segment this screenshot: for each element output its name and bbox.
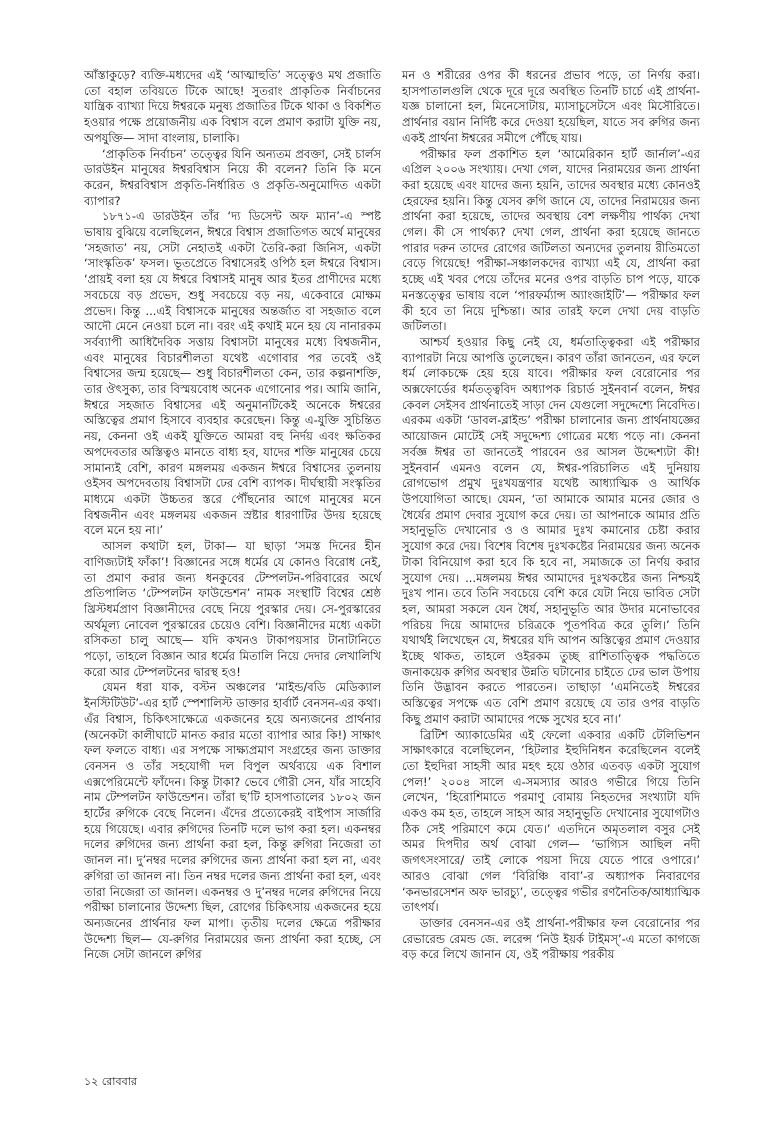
- paragraph: ব্রিটিশ অ্যাকাডেমির এই ফেলো একবার একটি টেলিভিশন সাক্ষাৎকারে বলেছিলেন, ‘হিটলার ইহুদিনিধন করেছিলেন বলেই তো ইহুদিরা সাহসী আর মহৎ হয়ে ওঠার এতবড় একটা সুযোগ পেল!’ ২০০৪ সালে এ-সমস্যার আরও গভীরে গিয়ে তিনি লেখেন, ‘হিরোশিমাতে পরমাণু বোমায় নিহতদের সংখ্যাটা যদি একও কম হত, তাহলে সাহস আর সহানুভূতি দেখানোর সুযোগটাও ঠিক সেই পরিমাণে কমে যেত।’ এতদিনে অমৃতলাল বসুর সেই অমর দিপদীর অর্থ বোঝা গেল— ‘ভাগ্যিস আছিল নদী জগৎসংসারে/ তাই লোকে পয়সা দিয়ে যেতে পারে ওপারে।’ আরও বোঝা গেল ‘বিরিঞ্চি বাবা’-র অধ্যাপক নিবারণের ‘কনভারসেশন অফ ভারচ্যু’, তত্ত্বের গভীর রণনৈতিক/আধ্যাত্মিক তাৎপর্য।: [402, 727, 700, 915]
- paragraph: মন ও শরীরের ওপর কী ধরনের প্রভাব পড়ে, তা নির্ণয় করা। হাসপাতালগুলি থেকে দূরে দূরে অবস্থিত তিনটি চার্চে এই প্রার্থনা-যজ্ঞ চালানো হল, মিনেসোটায়, ম্যাসাচুসেটসে এবং মিসৌরিতে। প্রার্থনার বয়ান নির্দিষ্ট করে দেওয়া হয়েছিল, যাতে সব রুগির জন্য একই প্রার্থনা ঈশ্বরের সমীপে পৌঁছে যায়।: [402, 68, 700, 145]
- paragraph: ডাক্তার বেনসন-এর ওই প্রার্থনা-পরীক্ষার ফল বেরোনোর পর রেভারেন্ড রেমন্ড জে. লরেন্স ‘নিউ ইয়র্ক টাইমস্’-এ মতো কাগজে বড় করে লিখে জানান যে, ওই পরীক্ষায় পরকীয়: [402, 915, 700, 962]
- paragraph: আঁস্তাকুড়ে? ব্যক্তি-মধ্যদের এই ‘আত্মাহুতি’ সত্ত্বেও মথ প্রজাতি তো বহাল তবিয়তে টিকে আছে! সুতরাং প্রাকৃতিক নির্বাচনের যান্ত্রিক ব্যাখ্যা দিয়ে ঈশ্বরকে মনুষ্য প্রজাতির টিকে থাকা ও বিকশিত হওয়ার পক্ষে প্রয়োজনীয় এক বিশ্বাস বলে প্রমাণ করাটা যুক্তি নয়, অপযুক্তি— সাদা বাংলায়, চালাকি।: [84, 68, 381, 145]
- paragraph: ১৮৭১-এ ডারউইন তাঁর ‘দ্য ডিসেন্ট অফ ম্যান’-এ স্পষ্ট ভাষায় বুঝিয়ে বলেছিলেন, ঈশ্বরে বিশ্বাস প্রজাতিগত অর্থে মানুষের ‘সহজাত’ নয়, সেটা নেহাতই একটা তৈরি-করা জিনিস, একটা ‘সাংস্কৃতিক’ ফসল। ভূতপ্রেতে বিশ্বাসেরই ওপিঠ হল ঈশ্বরে বিশ্বাস। ‘প্রায়ই বলা হয় যে ঈশ্বরে বিশ্বাসই মানুষ আর ইতর প্রাণীদের মধ্যে সবচেয়ে বড় প্রভেদ, শুধু সবচেয়ে বড় নয়, একেবারে মোক্ষম প্রভেদ। কিন্তু ...এই বিশ্বাসকে মানুষের অন্তর্জাত বা সহজাত বলে আদৌ মেনে নেওয়া চলে না। বরং এই কথাই মনে হয় যে নানারকম সর্বব্যাপী আধিদৈবিক সত্তায় বিশ্বাসটা মানুষের মধ্যে বিশ্বজনীন, এবং মানুষের বিচারশীলতা যথেষ্ট এগোবার পর তবেই ওই বিশ্বাসের জন্ম হয়েছে— শুধু বিচারশীলতা কেন, তার কল্পনাশক্তি, তার ঔৎসুক্য, তার বিস্ময়বোধ অনেক এগোনোর পর। আমি জানি, ঈশ্বরে সহজাত বিশ্বাসের এই অনুমানটিকেই অনেকে ঈশ্বরের অস্তিত্বের প্রমাণ হিসাবে ব্যবহার করেছেন। কিন্তু এ-যুক্তি সুচিন্তিত নয়, কেননা ওই একই যুক্তিতে আমরা বহু নির্দয় এবং ক্ষতিকর অপদেবতার অস্তিত্বও মানতে বাধ্য হব, যাদের শক্তি মানুষের চেয়ে সামান্যই বেশি, কারণ মঙ্গলময় একজন ঈশ্বরে বিশ্বাসের তুলনায় ওইসব অপদেবতায় বিশ্বাসটা ঢের বেশি ব্যাপক। দীর্ঘস্থায়ী সংস্কৃতির মাধ্যমে একটা উচ্চতর স্তরে পৌঁছনোর আগে মানুষের মনে বিশ্বজনীন এবং মঙ্গলময় একজন স্রষ্টার ধারণাটির উদয় হয়েছে বলে মনে হয় না।’: [84, 209, 381, 538]
- paragraph: ‘প্রাকৃতিক নির্বাচন’ তত্ত্বের যিনি অন্যতম প্রবক্তা, সেই চার্লস ডারউইন মানুষের ঈশ্বরবিশ্বাস নিয়ে কী বলেন? তিনি কি মনে করেন, ঈশ্বরবিশ্বাস প্রকৃতি-নির্ধারিত ও প্রকৃতি-অনুমোদিত একটা ব্যাপার?: [84, 146, 381, 208]
- right-column: [402, 68, 700, 963]
- page-number-footer: ১২ রোববার: [84, 1075, 137, 1088]
- paragraph: যেমন ধরা যাক, বস্টন অঞ্চলের ‘মাইন্ড/বডি মেডিক্যাল ইনস্টিটিউট’-এর হার্ট স্পেশালিস্ট ডাক্তার হার্বার্ট বেনসন-এর কথা। এঁর বিশ্বাস, চিকিৎসাক্ষেত্রে একজনের হয়ে অন্যজনের প্রার্থনার (অনেকটা কালীঘাটে মানত করার মতো ব্যাপার আর কি!) সাক্ষাৎ ফল ফলতে বাধ্য। এর সপক্ষে সাক্ষ্যপ্রমাণ সংগ্রহের জন্য ডাক্তার বেনসন ও তাঁর সহযোগী দল বিপুল অর্থব্যয়ে এক বিশাল এক্সপেরিমেন্টে ফাঁদেন। কিন্তু টাকা? ভেবে গৌরী সেন, যাঁর সাহেবি নাম টেম্পলটন ফাউন্ডেশন। তাঁরা ছ’টি হাসপাতালের ১৮০২ জন হার্টের রুগিকে বেছে নিলেন। এঁদের প্রত্যেকেরই বাইপাস সার্জারি হয়ে গিয়েছে। এবার রুগিদের তিনটি দলে ভাগ করা হল। একনম্বর দলের রুগিদের জন্য প্রার্থনা করা হল, কিন্তু রুগিরা নিজেরা তা জানল না। দু’নম্বর দলের রুগিদের জন্য প্রার্থনা করা হল না, এবং রুগিরা তা জানল না। তিন নম্বর দলের জন্য প্রার্থনা করা হল, এবং তারা নিজেরা তা জানল। একনম্বর ও দু’নম্বর দলের রুগিদের নিয়ে পরীক্ষা চালানোর উদ্দেশ্য ছিল, রোগের চিকিৎসায় একজনের হয়ে অন্যজনের প্রার্থনার ফল মাপা। তৃতীয় দলের ক্ষেত্রে পরীক্ষার উদ্দেশ্য ছিল— যে-রুগির নিরাময়ের জন্য প্রার্থনা করা হচ্ছে, সে নিজে সেটা জানলে রুগির: [84, 680, 381, 962]
- paragraph: আশ্চর্য হওয়ার কিছু নেই যে, ধর্মতাত্ত্বিকরা এই পরীক্ষার ব্যাপারটা নিয়ে আপত্তি তুলেছেন। কারণ তাঁরা জানতেন, এর ফলে ধর্ম লোকচক্ষে হেয় হয়ে যাবে। পরীক্ষার ফল বেরোনোর পর অক্সফোর্ডের ধর্মতত্ত্ববিদ অধ্যাপক রিচার্ড সুইনবার্ন বলেন, ঈশ্বর কেবল সেইসব প্রার্থনাতেই সাড়া দেন যেগুলো সদুদ্দেশ্যে নিবেদিত। এরকম একটা ‘ডাবল-ব্লাইন্ড’ পরীক্ষা চালানোর জন্য প্রার্থনাযজ্ঞের আয়োজন মোটেই সেই সদুদ্দেশ্য গোত্রের মধ্যে পড়ে না। কেননা সর্বজ্ঞ ঈশ্বর তা জানতেই পারবেন ওর আসল উদ্দেশ্যটা কী! সুইনবার্ন এমনও বলেন যে, ঈশ্বর-পরিচালিত এই দুনিয়ায় রোগভোগ প্রমুখ দুঃখযন্ত্রণার যথেষ্ট আধ্যাত্মিক ও আর্থিক উপযোগিতা আছে। যেমন, ‘তা আমাকে আমার মনের জোর ও ধৈর্যের প্রমাণ দেবার সুযোগ করে দেয়। তা আপনাকে আমার প্রতি সহানুভূতি দেখানোর ও ও আমার দুঃখ কমানোর চেষ্টা করার সুযোগ করে দেয়। বিশেষ বিশেষ দুঃখকষ্টের নিরাময়ের জন্য অনেক টাকা বিনিয়োগ করা হবে কি হবে না, সমাজকে তা নির্ণয় করার সুযোগ দেয়। ...মঙ্গলময় ঈশ্বর আমাদের দুঃখকষ্টের জন্য নিশ্চয়ই দুঃখ পান। তবে তিনি সবচেয়ে বেশি করে যেটা নিয়ে ভাবিত সেটা হল, আমরা সকলে যেন ধৈর্য, সহানুভূতি আর উদার মনোভাবের পরিচয় দিয়ে আমাদের চরিত্রকে পূতপবিত্র করে তুলি।’ তিনি যথার্থই লিখেছেন যে, ঈশ্বরের যদি আপন অস্তিত্বের প্রমাণ দেওয়ার ইচ্ছে থাকত, তাহলে ওইরকম তুচ্ছ রাশিতাত্ত্বিক পদ্ধতিতে জনাকয়েক রুগির অবস্থার উন্নতি ঘটানোর চাইতে ঢের ভাল উপায় তিনি উদ্ভাবন করতে পারতেন। তাছাড়া ‘এমনিতেই ঈশ্বরের অস্তিত্বের সপক্ষে এত বেশি প্রমাণ রয়েছে যে তার ওপর বাড়তি কিছু প্রমাণ করাটা আমাদের পক্ষে সুখের হবে না।’: [402, 334, 700, 726]
- paragraph: পরীক্ষার ফল প্রকাশিত হল ‘আমেরিকান হার্ট জার্নাল’-এর এপ্রিল ২০০৬ সংখ্যায়। দেখা গেল, যাদের নিরাময়ের জন্য প্রার্থনা করা হয়েছে এবং যাদের জন্য হয়নি, তাদের অবস্থার মধ্যে কোনওই হেরফের হয়নি। কিন্তু যেসব রুগি জানে যে, তাদের নিরাময়ের জন্য প্রার্থনা করা হয়েছে, তাদের অবস্থায় বেশ লক্ষণীয় পার্থক্য দেখা গেল। কী সে পার্থক্য? দেখা গেল, প্রার্থনা করা হয়েছে জানতে পারার দরুন তাদের রোগের জটিলতা অন্যদের তুলনায় রীতিমতো বেড়ে গিয়েছে! পরীক্ষা-সঞ্চালকদের ব্যাখ্যা এই যে, প্রার্থনা করা হচ্ছে এই খবর পেয়ে তাঁদের মনের ওপর বাড়তি চাপ পড়ে, যাকে মনস্তত্ত্বের ভাষায় বলে ‘পারফর্ম্যান্স অ্যাংজাইটি’— পরীক্ষার ফল কী হবে তা নিয়ে দুশ্চিন্তা। আর তারই ফলে দেখা দেয় বাড়তি জটিলতা।: [402, 146, 700, 334]
- paragraph: আসল কথাটা হল, টাকা— যা ছাড়া ‘সমস্ত দিনের হীন বাণিজ্যটাই ফাঁকা’! বিজ্ঞানের সঙ্গে ধর্মের যে কোনও বিরোধ নেই, তা প্রমাণ করার জন্য ধনকুবের টেম্পলটন-পরিবারের অর্থে প্রতিপালিত ‘টেম্পলটন ফাউন্ডেশন’ নামক সংস্থাটি বিশ্বের শ্রেষ্ঠ খ্রিস্টধর্মপ্রাণ বিজ্ঞানীদের বেছে নিয়ে পুরস্কার দেয়। সে-পুরস্কারের অর্থমূল্য নোবেল পুরস্কারের চেয়েও বেশি। বিজ্ঞানীদের মধ্যে একটা রসিকতা চালু আছে— যদি কখনও টাকাপয়সার টানাটানিতে পড়ো, তাহলে বিজ্ঞান আর ধর্মের মিতালি নিয়ে দেদার লেখালিখি করো আর টেম্পলটনের দ্বারস্থ হও!: [84, 539, 381, 679]
- left-column: [84, 68, 381, 963]
